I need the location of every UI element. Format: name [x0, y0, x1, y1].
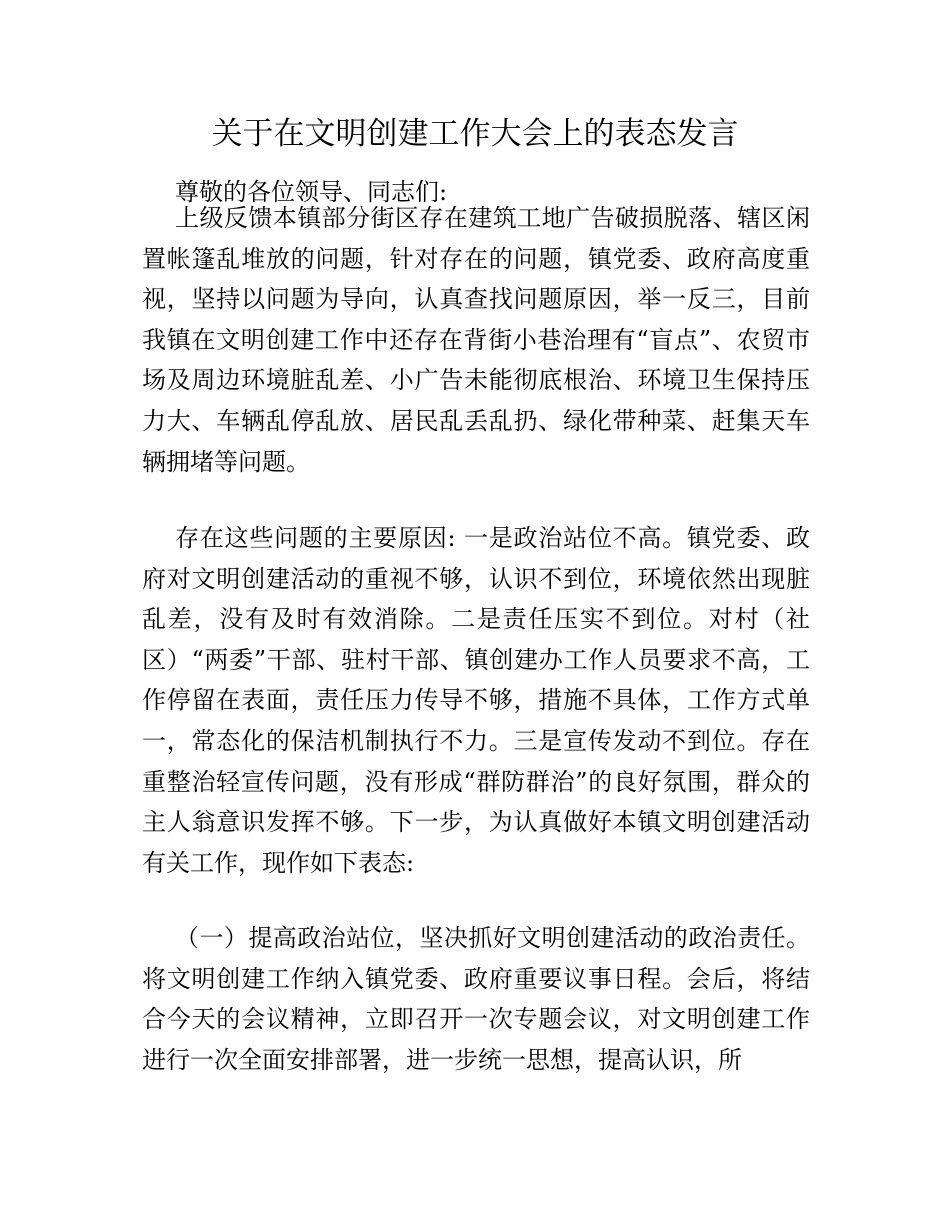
greeting-line: 尊敬的各位领导、同志们:	[175, 178, 448, 206]
paragraph-commitment-1: （一）提高政治站位，坚决抓好文明创建活动的政治责任。将文明创建工作纳入镇党委、政府重要议事日程。会后，将结合今天的会议精神，立即召开一次专题会议，对文明创建工作进行一次全面安排部署，进一步统一思想，提高认识，所	[142, 924, 810, 1074]
paragraph-problems: 上级反馈本镇部分街区存在建筑工地广告破损脱落、辖区闲置帐篷乱堆放的问题，针对存在的问题，镇党委、政府高度重视，坚持以问题为导向，认真查找问题原因，举一反三，目前我镇在文明创建工作中还存在背街小巷治理有“盲点”、农贸市场及周边环境脏乱差、小广告未能彻底根治、环境卫生保持压力大、车辆乱停乱放、居民乱丢乱扔、绿化带种菜、赶集天车辆拥堵等问题。	[142, 204, 810, 476]
document-title: 关于在文明创建工作大会上的表态发言	[211, 116, 739, 152]
paragraph-causes: 存在这些问题的主要原因: 一是政治站位不高。镇党委、政府对文明创建活动的重视不够，认识不到位，环境依然出现脏乱差，没有及时有效消除。二是责任压实不到位。对村（社区）“两委”干部、驻村干部、镇创建办工作人员要求不高，工作停留在表面，责任压力传导不够，措施不具体，工作方式单一，常态化的保洁机制执行不力。三是宣传发动不到位。存在重整治轻宣传问题，没有形成“群防群治”的良好氛围，群众的主人翁意识发挥不够。下一步，为认真做好本镇文明创建活动有关工作，现作如下表态:	[142, 524, 810, 877]
